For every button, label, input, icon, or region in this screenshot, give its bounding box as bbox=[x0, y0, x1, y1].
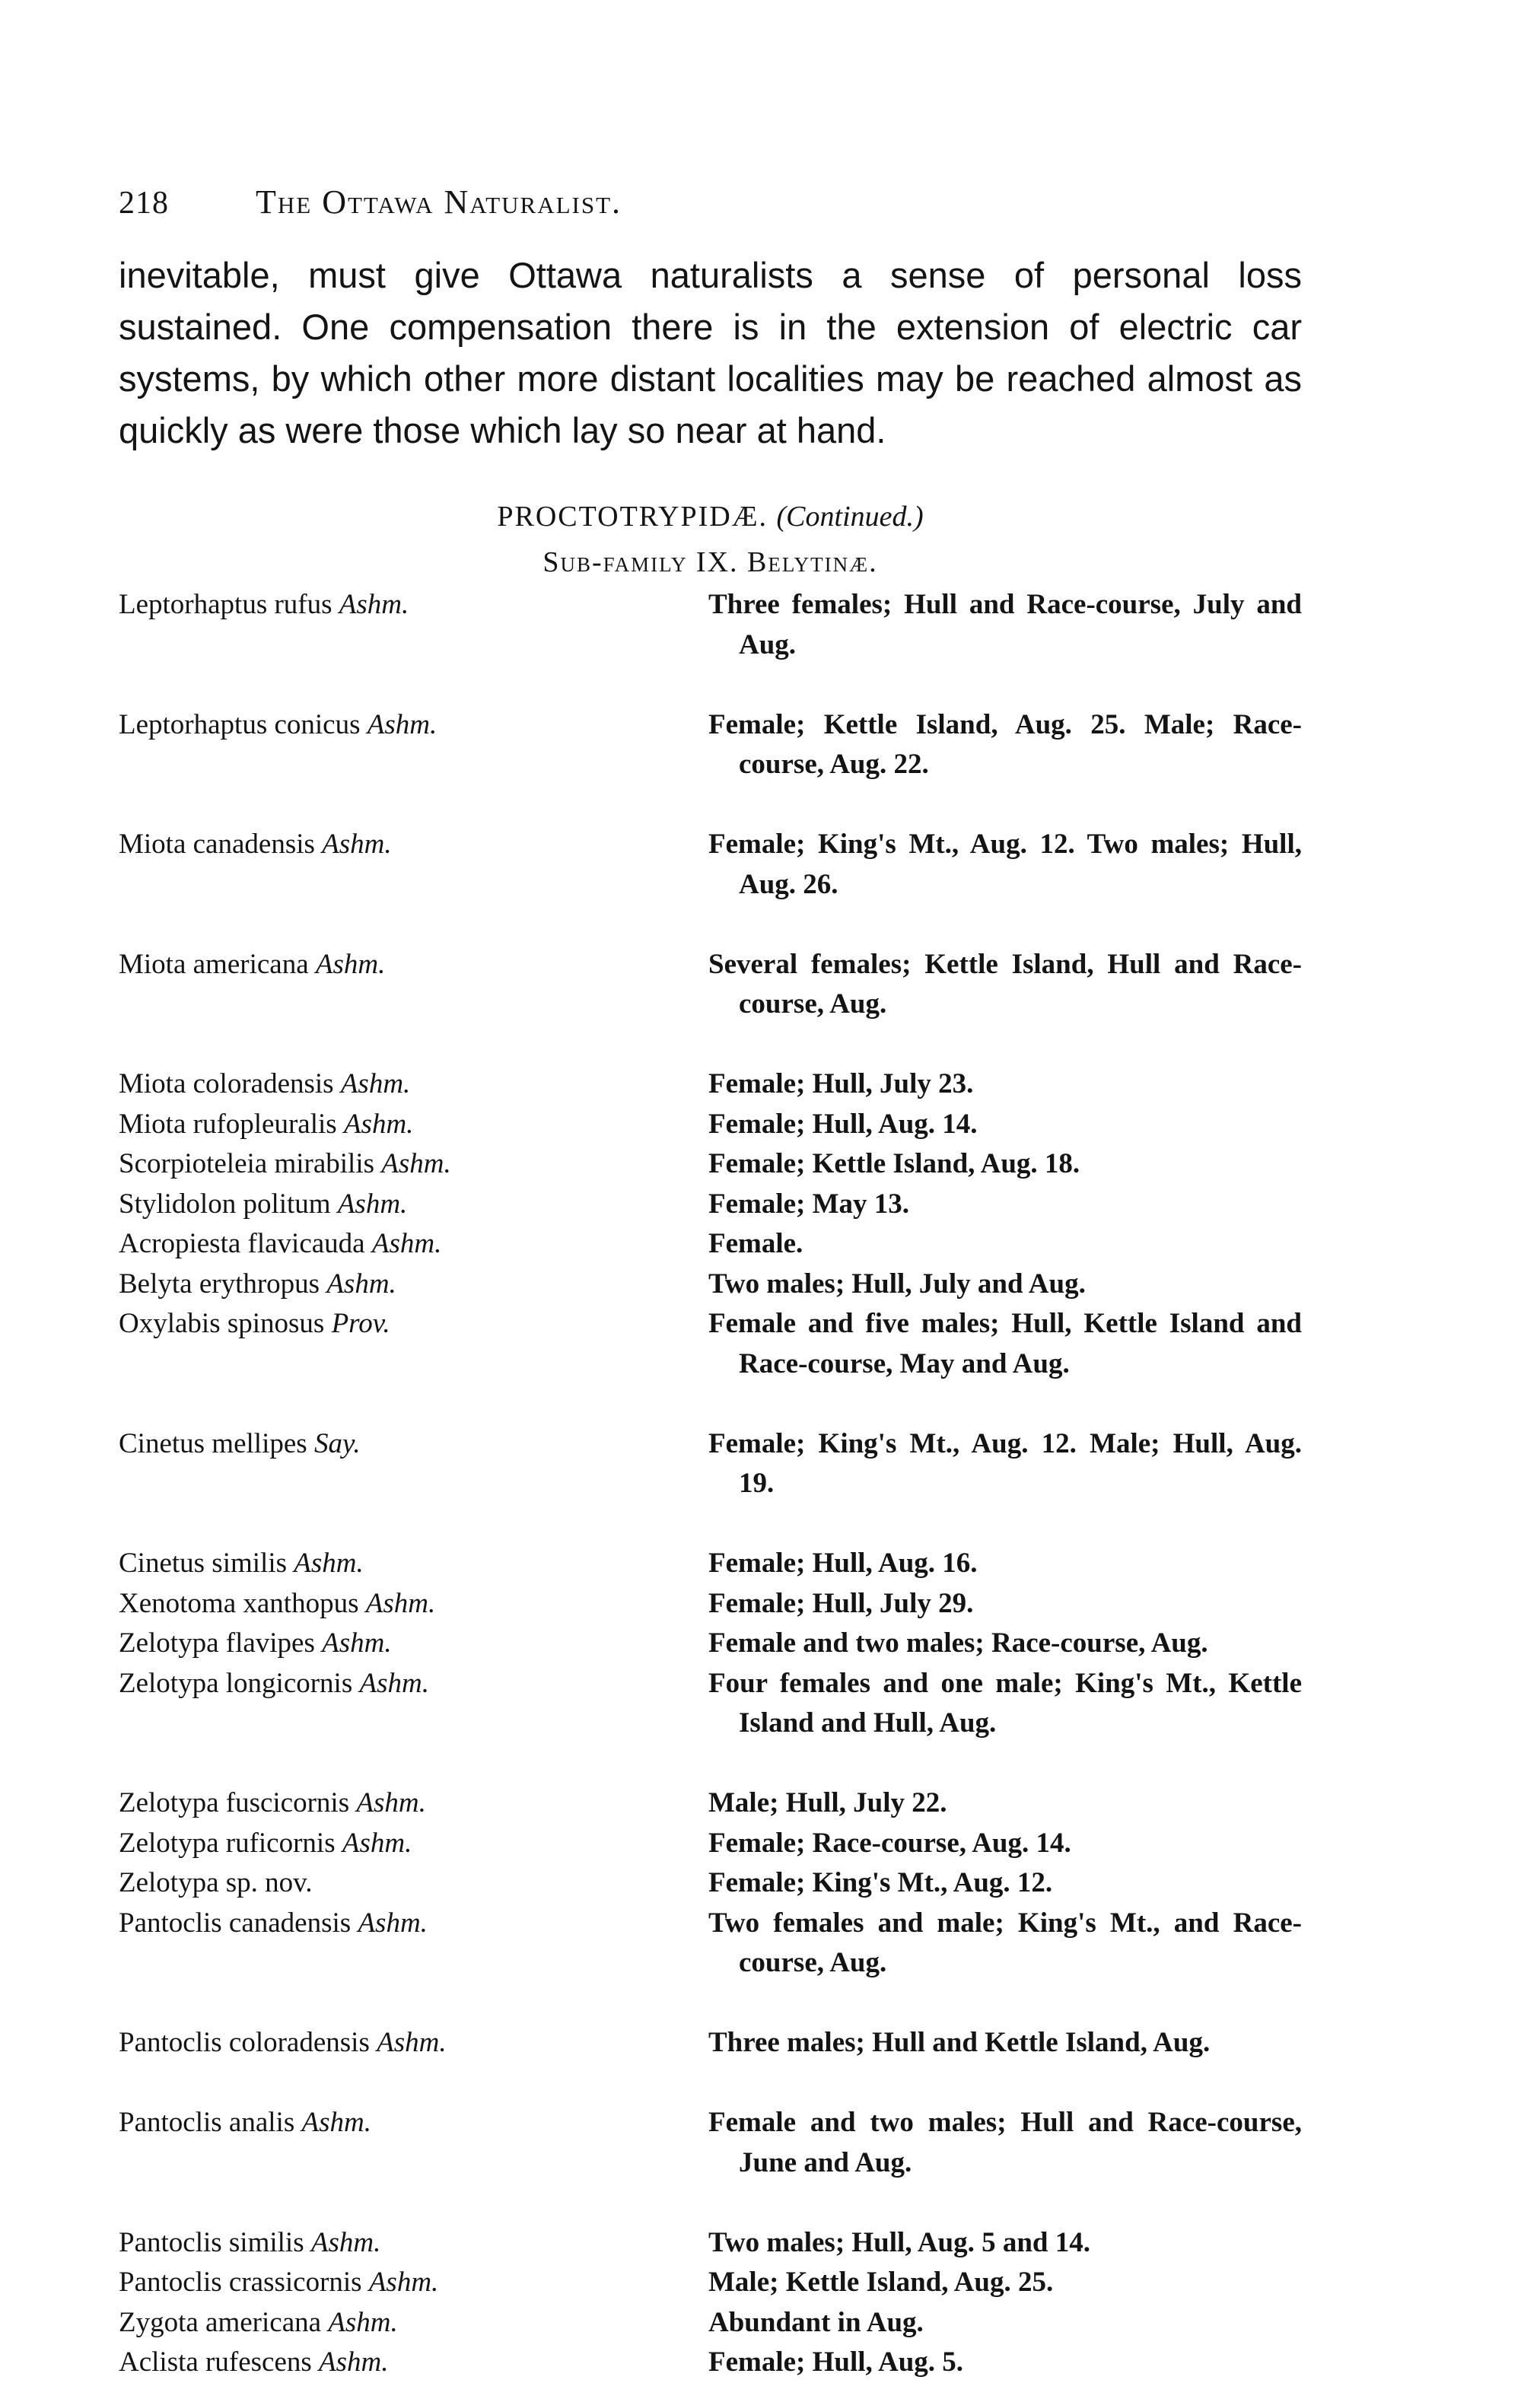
species-author: Ashm. bbox=[343, 1108, 414, 1140]
list-item bbox=[119, 1824, 1302, 1864]
collection-record: Two males; Hull, July and Aug. bbox=[708, 1268, 1086, 1300]
entry-spacer bbox=[119, 1384, 1302, 1424]
species-name bbox=[119, 1904, 708, 1944]
collection-record: Female; Hull, July 29. bbox=[708, 1587, 974, 1619]
species-binomial: Zelotypa sp. nov. bbox=[119, 1867, 313, 1898]
collection-record: Male; Hull, July 22. bbox=[708, 1787, 947, 1818]
species-author: Ashm. bbox=[294, 1548, 364, 1579]
species-binomial: Miota rufopleuralis bbox=[119, 1108, 337, 1140]
species-name bbox=[119, 1783, 708, 1824]
species-name bbox=[119, 1224, 708, 1265]
species-name bbox=[119, 1265, 708, 1305]
species-author: Ashm. bbox=[358, 1907, 428, 1939]
species-name bbox=[119, 2023, 708, 2063]
species-author: Ashm. bbox=[371, 1228, 442, 1259]
family-name: PROCTOTRYPIDÆ. bbox=[497, 501, 768, 533]
collection-record: Two males; Hull, Aug. 5 and 14. bbox=[708, 2226, 1090, 2258]
list-item bbox=[119, 1783, 1302, 1824]
species-author: Ashm. bbox=[337, 1188, 408, 1220]
intro-paragraph: inevitable, must give Ottawa naturalists a sense of personal loss sustained. One compensation there is in the extension of electric car systems, by which other more distant localities may be reached almost as quickly as were those which lay so near at hand. bbox=[119, 255, 1302, 450]
collection-record: Female; Kettle Island, Aug. 18. bbox=[708, 1148, 1080, 1179]
species-name bbox=[119, 1105, 708, 1145]
entry-spacer bbox=[119, 2063, 1302, 2104]
list-item bbox=[119, 2263, 1302, 2303]
species-name bbox=[119, 1304, 708, 1344]
collection-record: Female; King's Mt., Aug. 12. Two males; Hull, Aug. 26. bbox=[708, 829, 1302, 900]
species-binomial: Zelotypa flavipes bbox=[119, 1627, 315, 1659]
species-author: Ashm. bbox=[310, 2226, 381, 2258]
species-name bbox=[119, 2103, 708, 2143]
collection-record: Three females; Hull and Race-course, July and Aug. bbox=[708, 589, 1302, 660]
species-author: Ashm. bbox=[356, 1787, 426, 1818]
species-binomial: Pantoclis canadensis bbox=[119, 1907, 352, 1939]
page-header bbox=[119, 183, 1302, 228]
species-name bbox=[119, 1544, 708, 1584]
collection-record: Female; King's Mt., Aug. 12. bbox=[708, 1867, 1053, 1898]
species-author: Ashm. bbox=[328, 2306, 398, 2338]
list-item bbox=[119, 2023, 1302, 2063]
page-number: 218 bbox=[119, 186, 169, 221]
species-author: Ashm. bbox=[339, 589, 409, 620]
collection-record: Female and two males; Hull and Race-course, June and Aug. bbox=[708, 2107, 1302, 2178]
species-binomial: Oxylabis spinosus bbox=[119, 1308, 325, 1339]
species-author: Ashm. bbox=[359, 1667, 429, 1699]
species-author: Ashm. bbox=[367, 708, 438, 740]
collection-record: Male; Kettle Island, Aug. 25. bbox=[708, 2267, 1054, 2298]
species-binomial: Zelotypa longicornis bbox=[119, 1667, 353, 1699]
species-author: Ashm. bbox=[368, 2267, 439, 2298]
species-author: Ashm. bbox=[342, 1827, 412, 1859]
list-item bbox=[119, 1584, 1302, 1624]
list-item bbox=[119, 1224, 1302, 1265]
list-item bbox=[119, 945, 1302, 1025]
species-name bbox=[119, 2263, 708, 2303]
list-item bbox=[119, 825, 1302, 905]
species-binomial: Leptorhaptus rufus bbox=[119, 589, 332, 620]
collection-record: Female; Hull, Aug. 5. bbox=[708, 2346, 964, 2378]
entry-spacer bbox=[119, 1984, 1302, 2024]
collection-record: Female; Hull, July 23. bbox=[708, 1068, 974, 1099]
list-item bbox=[119, 2343, 1302, 2383]
species-author: Ashm. bbox=[322, 1627, 392, 1659]
species-name bbox=[119, 1824, 708, 1864]
species-name bbox=[119, 1185, 708, 1225]
species-binomial: Pantoclis analis bbox=[119, 2107, 295, 2138]
collection-record: Female; Hull, Aug. 14. bbox=[708, 1108, 978, 1140]
collection-record: Female; May 13. bbox=[708, 1188, 910, 1220]
species-binomial: Scorpioteleia mirabilis bbox=[119, 1148, 374, 1179]
species-list bbox=[119, 585, 1302, 2383]
species-binomial: Cinetus mellipes bbox=[119, 1427, 307, 1459]
collection-record: Female; Race-course, Aug. 14. bbox=[708, 1827, 1071, 1859]
species-binomial: Cinetus similis bbox=[119, 1548, 288, 1579]
collection-record: Female; King's Mt., Aug. 12. Male; Hull, Aug. 19. bbox=[708, 1427, 1302, 1499]
list-item bbox=[119, 1185, 1302, 1225]
family-heading bbox=[119, 492, 1302, 541]
species-binomial: Zelotypa ruficornis bbox=[119, 1827, 336, 1859]
species-name bbox=[119, 1584, 708, 1624]
list-item bbox=[119, 1544, 1302, 1584]
collection-record: Several females; Kettle Island, Hull and Race-course, Aug. bbox=[708, 948, 1302, 1020]
list-item bbox=[119, 705, 1302, 785]
species-binomial: Stylidolon politum bbox=[119, 1188, 331, 1220]
list-item bbox=[119, 1265, 1302, 1305]
list-item bbox=[119, 1144, 1302, 1185]
species-binomial: Zelotypa fuscicornis bbox=[119, 1787, 350, 1818]
collection-record: Abundant in Aug. bbox=[708, 2306, 924, 2338]
list-item bbox=[119, 1424, 1302, 1504]
collection-record: Female. bbox=[708, 1228, 803, 1259]
continued-note: (Continued.) bbox=[776, 501, 924, 533]
species-binomial: Leptorhaptus conicus bbox=[119, 708, 361, 740]
entry-spacer bbox=[119, 2183, 1302, 2223]
species-name bbox=[119, 1624, 708, 1664]
species-name bbox=[119, 1424, 708, 1465]
species-binomial: Pantoclis crassicornis bbox=[119, 2267, 362, 2298]
species-author: Prov. bbox=[331, 1308, 390, 1339]
list-item bbox=[119, 1904, 1302, 1984]
collection-record: Female; Kettle Island, Aug. 25. Male; Race-course, Aug. 22. bbox=[708, 708, 1302, 780]
species-name bbox=[119, 1664, 708, 1704]
species-binomial: Pantoclis similis bbox=[119, 2226, 304, 2258]
species-name bbox=[119, 945, 708, 985]
species-binomial: Miota americana bbox=[119, 948, 309, 980]
entry-spacer bbox=[119, 1504, 1302, 1545]
collection-record: Female; Hull, Aug. 16. bbox=[708, 1548, 978, 1579]
list-item bbox=[119, 1304, 1302, 1384]
species-binomial: Zygota americana bbox=[119, 2306, 322, 2338]
species-name bbox=[119, 1144, 708, 1185]
list-item bbox=[119, 585, 1302, 665]
list-item bbox=[119, 1064, 1302, 1105]
species-name bbox=[119, 1863, 708, 1904]
species-name bbox=[119, 705, 708, 746]
species-author: Ashm. bbox=[326, 1268, 396, 1300]
species-author: Ashm. bbox=[340, 1068, 411, 1099]
species-author: Ashm. bbox=[377, 2027, 447, 2058]
species-binomial: Acropiesta flavicauda bbox=[119, 1228, 365, 1259]
species-name bbox=[119, 825, 708, 865]
species-author: Say. bbox=[313, 1427, 361, 1459]
list-item bbox=[119, 2303, 1302, 2343]
species-author: Ashm. bbox=[381, 1148, 451, 1179]
list-item bbox=[119, 1105, 1302, 1145]
species-author: Ashm. bbox=[319, 2346, 389, 2378]
species-author: Ashm. bbox=[315, 948, 386, 980]
species-author: Ashm. bbox=[322, 829, 392, 860]
running-title: The Ottawa Naturalist. bbox=[256, 183, 622, 221]
subfamily-heading: Sub-family IX. Belytinæ. bbox=[542, 546, 878, 578]
species-binomial: Miota coloradensis bbox=[119, 1068, 334, 1099]
species-binomial: Miota canadensis bbox=[119, 829, 315, 860]
species-name bbox=[119, 1064, 708, 1105]
species-author: Ashm. bbox=[365, 1587, 436, 1619]
species-author: Ashm. bbox=[301, 2107, 371, 2138]
species-binomial: Xenotoma xanthopus bbox=[119, 1587, 359, 1619]
species-name bbox=[119, 2223, 708, 2264]
entry-spacer bbox=[119, 785, 1302, 826]
list-item bbox=[119, 1624, 1302, 1664]
entry-spacer bbox=[119, 665, 1302, 705]
list-item bbox=[119, 1863, 1302, 1904]
entry-spacer bbox=[119, 1744, 1302, 1784]
species-binomial: Aclista rufescens bbox=[119, 2346, 312, 2378]
document-page bbox=[119, 183, 1302, 2383]
collection-record: Female and two males; Race-course, Aug. bbox=[708, 1627, 1208, 1659]
list-item bbox=[119, 2223, 1302, 2264]
species-name bbox=[119, 585, 708, 625]
collection-record: Two females and male; King's Mt., and Race-course, Aug. bbox=[708, 1907, 1302, 1978]
collection-record: Female and five males; Hull, Kettle Island and Race-course, May and Aug. bbox=[708, 1308, 1302, 1379]
species-name bbox=[119, 2303, 708, 2343]
list-item bbox=[119, 2103, 1302, 2183]
collection-record: Four females and one male; King's Mt., Kettle Island and Hull, Aug. bbox=[708, 1667, 1302, 1739]
species-binomial: Belyta erythropus bbox=[119, 1268, 320, 1300]
species-binomial: Pantoclis coloradensis bbox=[119, 2027, 370, 2058]
entry-spacer bbox=[119, 905, 1302, 945]
entry-spacer bbox=[119, 1025, 1302, 1065]
collection-record: Three males; Hull and Kettle Island, Aug. bbox=[708, 2027, 1211, 2058]
list-item bbox=[119, 1664, 1302, 1744]
species-name bbox=[119, 2343, 708, 2383]
